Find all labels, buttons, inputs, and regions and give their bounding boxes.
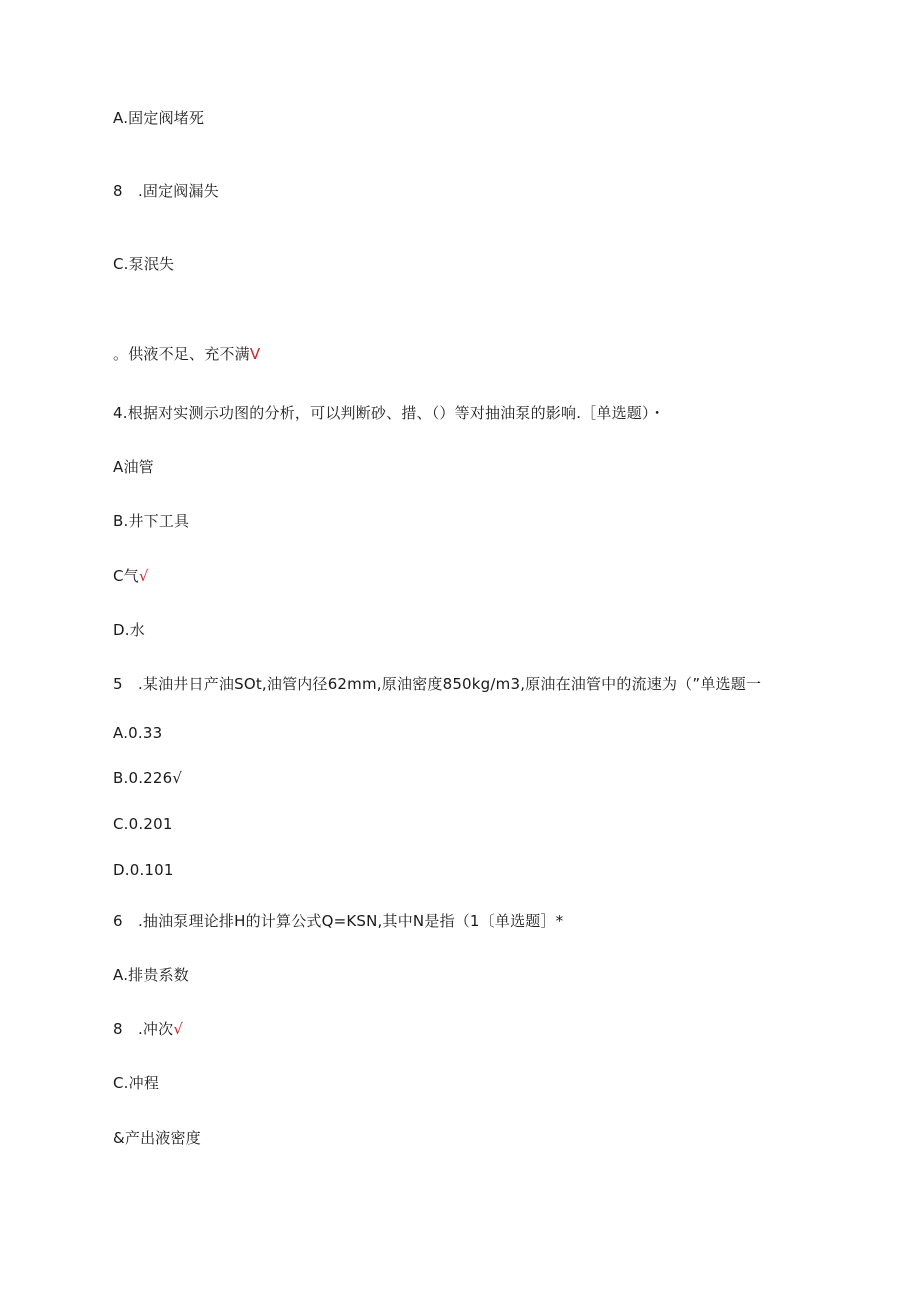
option-text: C气 — [113, 567, 139, 585]
option-line — [113, 254, 174, 274]
option-line — [113, 620, 145, 640]
question-line — [113, 403, 665, 423]
option-line — [113, 1073, 159, 1093]
option-line — [113, 457, 154, 477]
option-text: A.排贵系数 — [113, 966, 189, 984]
option-text: 8 .冲次 — [113, 1020, 174, 1038]
option-text: C.泵泯失 — [113, 255, 175, 273]
option-text: A.固定阀堵死 — [113, 109, 205, 127]
question-line — [113, 674, 761, 694]
option-line — [113, 566, 149, 586]
option-text: B.井下工具 — [113, 512, 190, 530]
option-text: A.0.33 — [113, 724, 163, 742]
option-text: C.0.201 — [113, 815, 173, 833]
option-line — [113, 860, 174, 880]
option-text: 8 .固定阀漏失 — [113, 182, 219, 200]
option-text: &产出液密度 — [113, 1129, 201, 1147]
question-text: 5 .某油井日产油SOt,油管内径62mm,原油密度850kg∕m3,原油在油管中的流速为（”单选题一 — [113, 675, 762, 693]
option-text: B.0.226√ — [113, 769, 183, 787]
option-text: C.冲程 — [113, 1074, 160, 1092]
option-text: D.0.101 — [113, 861, 174, 879]
check-mark-icon: √ — [138, 567, 149, 585]
question-text: 6 .抽油泵理论排H的计算公式Q=KSN,其中N是指（1〔单选题］* — [113, 912, 564, 930]
option-line — [113, 108, 204, 128]
option-line — [113, 181, 219, 201]
option-line — [113, 723, 162, 743]
check-mark-icon: √ — [173, 1020, 184, 1038]
option-line — [113, 814, 173, 834]
option-text: D.水 — [113, 621, 145, 639]
option-line — [113, 1128, 201, 1148]
question-text: 4.根据对实测示功图的分析，可以判断砂、措、（）等对抽油泵的影响.［单选题）・ — [113, 404, 665, 422]
check-mark-icon: V — [249, 345, 261, 363]
option-text: A油管 — [113, 458, 154, 476]
option-line — [113, 965, 189, 985]
option-line — [113, 1019, 183, 1039]
option-line — [113, 344, 260, 364]
option-text: 。供液不足、充不满 — [113, 345, 250, 363]
question-line — [113, 911, 563, 931]
option-line — [113, 511, 189, 531]
option-line — [113, 768, 182, 788]
